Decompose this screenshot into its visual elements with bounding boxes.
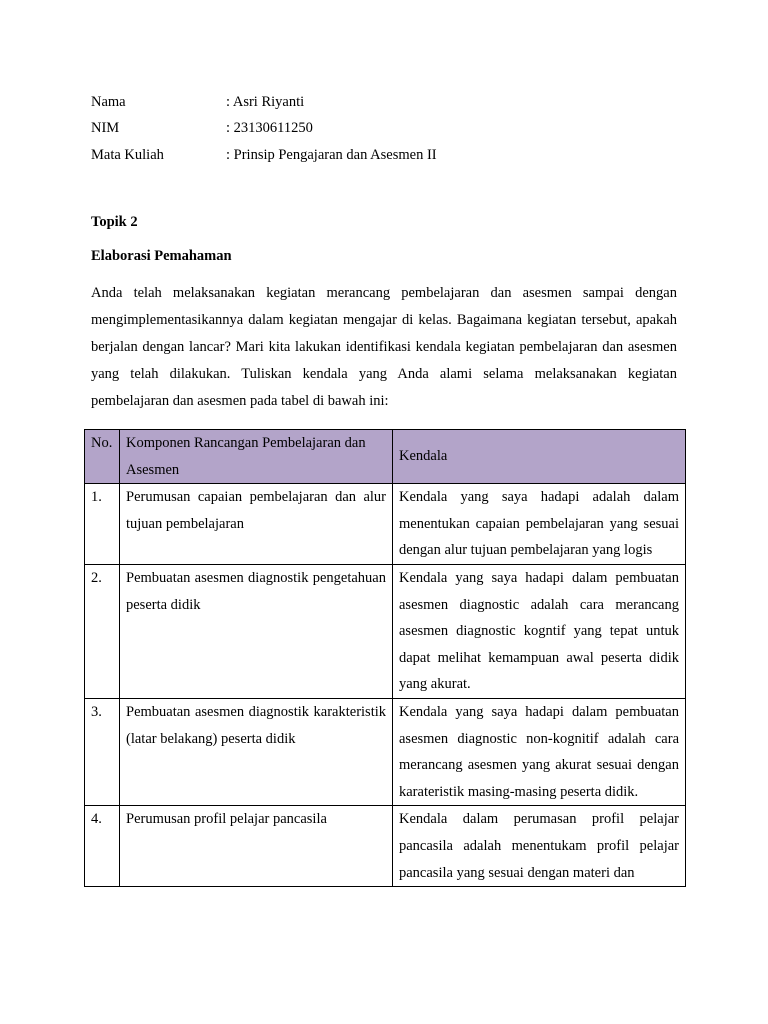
section-title: Elaborasi Pemahaman: [91, 248, 232, 264]
header-no: No.: [85, 430, 120, 484]
header-komponen: Komponen Rancangan Pembelajaran dan Asesmen: [120, 430, 393, 484]
identity-value: : Prinsip Pengajaran dan Asesmen II: [226, 147, 437, 163]
identity-label: NIM: [91, 120, 120, 136]
row-kendala: Kendala dalam perumasan profil pelajar pancasila adalah menentukam profil pelajar pancasila yang sesuai dengan materi dan: [393, 806, 686, 887]
topic-heading: Topik 2: [91, 214, 138, 230]
row-komponen: Perumusan profil pelajar pancasila: [120, 806, 393, 887]
row-no: 2.: [85, 564, 120, 698]
table-row: [85, 564, 686, 698]
identity-label: Nama: [91, 94, 126, 110]
row-komponen: Perumusan capaian pembelajaran dan alur tujuan pembelajaran: [120, 484, 393, 565]
row-no: 3.: [85, 698, 120, 805]
page-bottom-margin: [0, 930, 768, 1024]
table-header-row: [85, 430, 686, 484]
row-no: 4.: [85, 806, 120, 887]
header-kendala: Kendala: [393, 430, 686, 484]
instruction-paragraph: Anda telah melaksanakan kegiatan merancang pembelajaran dan asesmen sampai dengan mengimplementasikannya dalam kegiatan mengajar di kelas. Bagaimana kegiatan tersebut, apakah berjalan dengan lancar? Mari kita lakukan identifikasi kendala kegiatan pembelajaran dan asesmen yang telah dilakukan. Tuliskan kendala yang Anda alami selama melaksanakan kegiatan pembelajaran dan asesmen pada tabel di bawah ini:: [91, 285, 677, 409]
table-row: [85, 484, 686, 565]
identity-label: Mata Kuliah: [91, 147, 164, 163]
row-kendala: Kendala yang saya hadapi dalam pembuatan asesmen diagnostic adalah cara merancang asesmen diagnostic kogntif yang tepat untuk dapat melihat kemampuan awal peserta didik yang akurat.: [393, 564, 686, 698]
table-row: [85, 806, 686, 887]
row-kendala: Kendala yang saya hadapi dalam pembuatan asesmen diagnostic non-kognitif adalah cara merancang asesmen yang akurat sesuai dengan karateristik masing-masing peserta didik.: [393, 698, 686, 805]
row-komponen: Pembuatan asesmen diagnostik karakteristik (latar belakang) peserta didik: [120, 698, 393, 805]
row-komponen: Pembuatan asesmen diagnostik pengetahuan peserta didik: [120, 564, 393, 698]
kendala-table: [84, 429, 686, 887]
row-no: 1.: [85, 484, 120, 565]
table-row: [85, 698, 686, 805]
row-kendala: Kendala yang saya hadapi adalah dalam menentukan capaian pembelajaran yang sesuai dengan alur tujuan pembelajaran yang logis: [393, 484, 686, 565]
identity-value: : Asri Riyanti: [226, 94, 305, 110]
identity-value: : 23130611250: [226, 120, 313, 136]
